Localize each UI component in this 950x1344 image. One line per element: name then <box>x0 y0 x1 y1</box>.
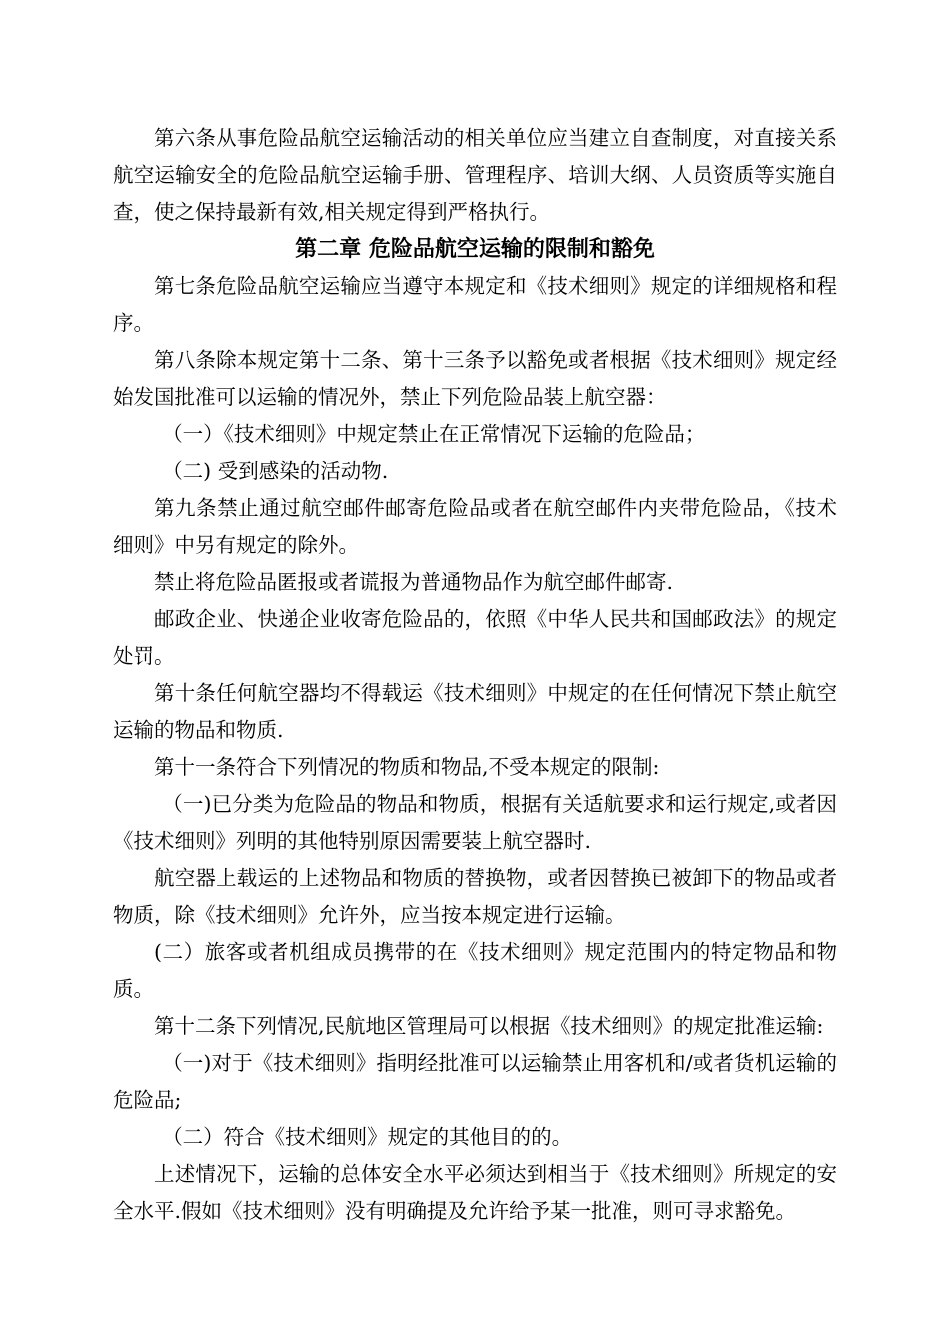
article-12-paragraph: 第十二条下列情况,民航地区管理局可以根据《技术细则》的规定批准运输: <box>154 1014 824 1038</box>
article-12-item-1: （一)对于《技术细则》指明经批准可以运输禁止用客机和/或者货机运输的危险品; <box>113 1051 837 1112</box>
chapter-2-heading: 第二章 危险品航空运输的限制和豁免 <box>295 237 655 262</box>
article-9-clause-2: 禁止将危险品匿报或者谎报为普通物品作为航空邮件邮寄. <box>154 570 674 594</box>
article-8-item-2: （二) 受到感染的活动物. <box>162 459 389 483</box>
article-11-item-1: （一)已分类为危险品的物品和物质，根据有关适航要求和运行规定,或者因《技术细则》列明的其他特别原因需要装上航空器时. <box>113 792 837 853</box>
article-9-paragraph: 第九条禁止通过航空邮件邮寄危险品或者在航空邮件内夹带危险品，《技术细则》中另有规定的除外。 <box>113 496 837 557</box>
document-body <box>113 120 837 1230</box>
article-10-paragraph: 第十条任何航空器均不得载运《技术细则》中规定的在任何情况下禁止航空运输的物品和物质. <box>113 681 837 742</box>
article-11-item-1-clause: 航空器上载运的上述物品和物质的替换物，或者因替换已被卸下的物品或者物质，除《技术细则》允许外，应当按本规定进行运输。 <box>113 866 837 927</box>
article-11-paragraph: 第十一条符合下列情况的物质和物品,不受本规定的限制: <box>154 755 660 779</box>
article-8-paragraph: 第八条除本规定第十二条、第十三条予以豁免或者根据《技术细则》规定经始发国批准可以运输的情况外，禁止下列危险品装上航空器： <box>113 348 837 409</box>
article-8-item-1: （一）《技术细则》中规定禁止在正常情况下运输的危险品； <box>162 422 706 446</box>
article-12-item-2: （二）符合《技术细则》规定的其他目的的。 <box>162 1125 573 1149</box>
article-9-clause-3: 邮政企业、快递企业收寄危险品的，依照《中华人民共和国邮政法》的规定处罚。 <box>113 607 837 668</box>
article-12-clause: 上述情况下，运输的总体安全水平必须达到相当于《技术细则》所规定的安全水平.假如《技术细则》没有明确提及允许给予某一批准，则可寻求豁免。 <box>113 1162 837 1223</box>
article-7-paragraph: 第七条危险品航空运输应当遵守本规定和《技术细则》规定的详细规格和程序。 <box>113 274 837 335</box>
article-6-paragraph: 第六条从事危险品航空运输活动的相关单位应当建立自查制度，对直接关系航空运输安全的危险品航空运输手册、管理程序、培训大纲、人员资质等实施自查，使之保持最新有效,相关规定得到严格执行。 <box>113 126 837 224</box>
article-11-item-2: (二）旅客或者机组成员携带的在《技术细则》规定范围内的特定物品和物质。 <box>113 940 837 1001</box>
